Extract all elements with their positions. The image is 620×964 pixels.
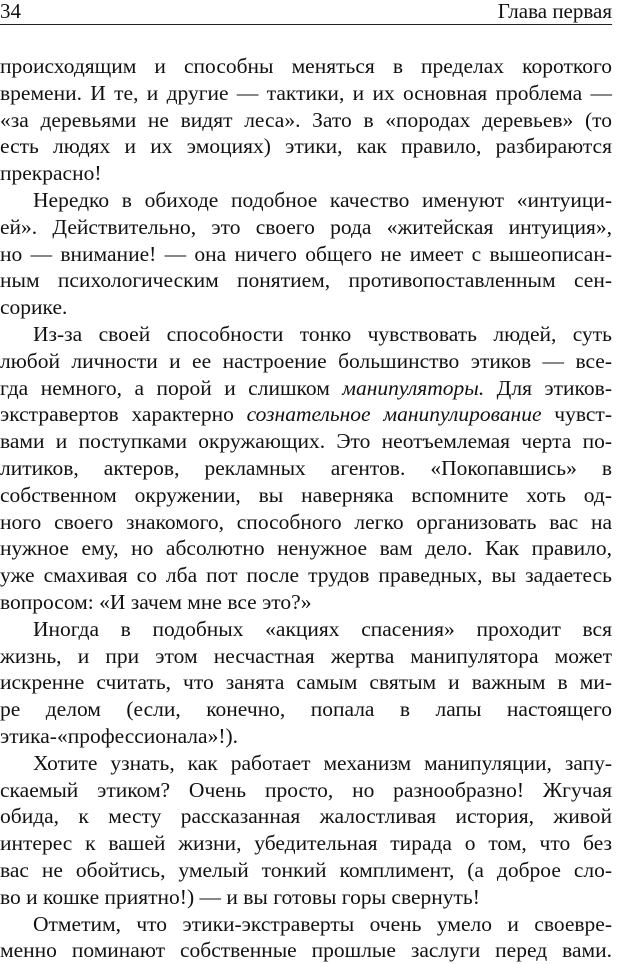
text-line: искренне считать, что занята самым святым и важным в ми- bbox=[0, 669, 612, 696]
paragraph-1 bbox=[0, 53, 612, 187]
text-line: во и кошке приятно!) — и вы готовы горы свернуть! bbox=[0, 884, 612, 911]
chapter-title: Глава первая bbox=[498, 0, 612, 22]
page-header bbox=[0, 0, 620, 28]
paragraph-5 bbox=[0, 750, 612, 911]
page-number: 34 bbox=[0, 0, 21, 22]
text-line: собственном окружении, вы наверняка вспомните хоть од- bbox=[0, 482, 612, 509]
text-line: менно поминают собственные прошлые заслуги перед вами. bbox=[0, 937, 612, 964]
paragraph-3 bbox=[0, 321, 612, 616]
header-rule bbox=[0, 24, 612, 25]
paragraph-6 bbox=[0, 911, 612, 964]
text-line: уже смахивая со лба пот после трудов праведных, вы задаетесь bbox=[0, 562, 612, 589]
text-line: вопросом: «И зачем мне все это?» bbox=[0, 589, 612, 616]
text-line: происходящим и способны меняться в пределах короткого bbox=[0, 53, 612, 80]
text-line: Хотите узнать, как работает механизм манипуляции, запу- bbox=[0, 750, 612, 777]
text-line: ным психологическим понятием, противопоставленным сен- bbox=[0, 267, 612, 294]
text-line: прекрасно! bbox=[0, 160, 612, 187]
text-line: Отметим, что этики-экстраверты очень умело и своевре- bbox=[0, 911, 612, 938]
text-line: времени. И те, и другие — тактики, и их основная проблема — bbox=[0, 80, 612, 107]
text-line: Из-за своей способности тонко чувствовать людей, суть bbox=[0, 321, 612, 348]
paragraph-2 bbox=[0, 187, 612, 321]
italic-term: манипуляторы. bbox=[342, 376, 484, 400]
text-line: жизнь, и при этом несчастная жертва манипулятора может bbox=[0, 643, 612, 670]
text-line: Нередко в обиходе подобное качество именуют «интуици- bbox=[0, 187, 612, 214]
text-line: ре делом (если, конечно, попала в лапы настоящего bbox=[0, 696, 612, 723]
text-line: «за деревьями не видят леса». Зато в «породах деревьев» (то bbox=[0, 107, 612, 134]
italic-term: сознательное манипулирование bbox=[247, 402, 542, 426]
text-line: скаемый этиком? Очень просто, но разнообразно! Жгучая bbox=[0, 777, 612, 804]
text-line: любой личности и ее настроение большинство этиков — все- bbox=[0, 348, 612, 375]
text-run: гда немного, а порой и слишком bbox=[0, 376, 342, 400]
text-line: интерес к вашей жизни, убедительная тирада о том, что без bbox=[0, 830, 612, 857]
text-line: нужное ему, но абсолютно ненужное вам дело. Как правило, bbox=[0, 535, 612, 562]
paragraph-4 bbox=[0, 616, 612, 750]
text-line: сорике. bbox=[0, 294, 612, 321]
body-text bbox=[0, 53, 612, 964]
text-line: этика-«профессионала»!). bbox=[0, 723, 612, 750]
text-run: экстравертов характерно bbox=[0, 402, 247, 426]
text-line-mixed bbox=[0, 401, 612, 428]
text-line: Иногда в подобных «акциях спасения» проходит вся bbox=[0, 616, 612, 643]
text-line: но — внимание! — она ничего общего не имеет с вышеописан- bbox=[0, 241, 612, 268]
text-line-mixed bbox=[0, 375, 612, 402]
text-line: ей». Действительно, это своего рода «житейская интуиция», bbox=[0, 214, 612, 241]
text-run: чувст- bbox=[542, 402, 612, 426]
text-run: Для этиков- bbox=[484, 376, 612, 400]
text-line: вами и поступками окружающих. Это неотъемлемая черта по- bbox=[0, 428, 612, 455]
text-line: литиков, актеров, рекламных агентов. «Покопавшись» в bbox=[0, 455, 612, 482]
text-line: вас не обойтись, умелый тонкий комплимент, (а доброе сло- bbox=[0, 857, 612, 884]
text-line: ного своего знакомого, способного легко организовать вас на bbox=[0, 509, 612, 536]
text-line: обида, к месту рассказанная жалостливая история, живой bbox=[0, 803, 612, 830]
text-line: есть людях и их эмоциях) этики, как правило, разбираются bbox=[0, 133, 612, 160]
